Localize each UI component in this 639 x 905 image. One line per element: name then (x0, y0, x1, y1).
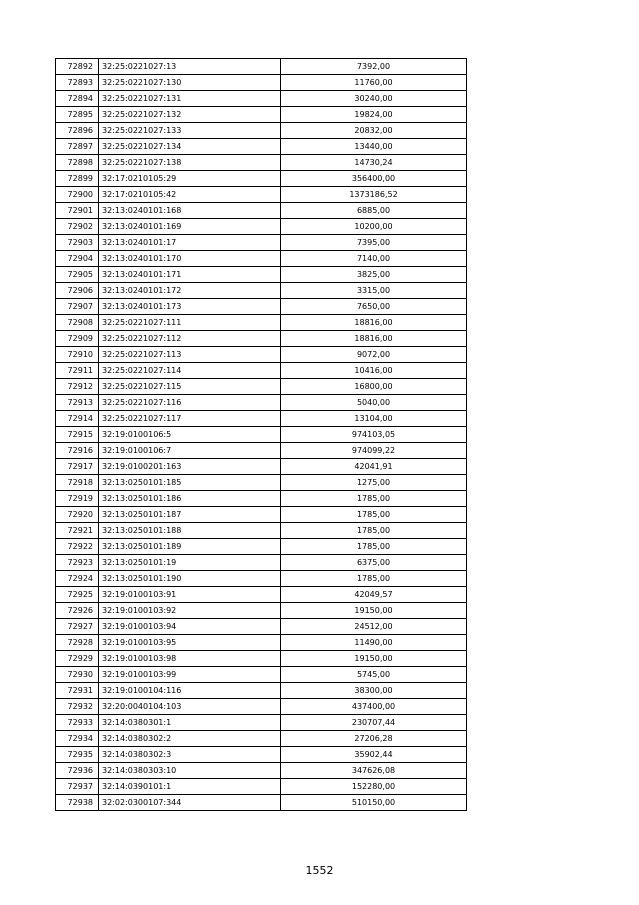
row-number-cell: 72925 (56, 587, 99, 603)
table-row (56, 763, 467, 779)
row-number-cell: 72936 (56, 763, 99, 779)
value-cell: 5745,00 (281, 667, 467, 683)
row-number-cell: 72916 (56, 443, 99, 459)
value-cell: 16800,00 (281, 379, 467, 395)
value-cell: 6885,00 (281, 203, 467, 219)
cadastral-number-cell: 32:13:0250101:189 (99, 539, 281, 555)
table-row (56, 427, 467, 443)
row-number-cell: 72914 (56, 411, 99, 427)
cadastral-number-cell: 32:19:0100103:94 (99, 619, 281, 635)
table-row (56, 619, 467, 635)
table-row (56, 507, 467, 523)
cadastral-number-cell: 32:13:0240101:172 (99, 283, 281, 299)
row-number-cell: 72895 (56, 107, 99, 123)
table-row (56, 603, 467, 619)
row-number-cell: 72915 (56, 427, 99, 443)
row-number-cell: 72899 (56, 171, 99, 187)
table-row (56, 187, 467, 203)
row-number-cell: 72913 (56, 395, 99, 411)
cadastral-number-cell: 32:25:0221027:116 (99, 395, 281, 411)
table-row (56, 315, 467, 331)
value-cell: 974099,22 (281, 443, 467, 459)
value-cell: 42049,57 (281, 587, 467, 603)
value-cell: 510150,00 (281, 795, 467, 811)
table-row (56, 651, 467, 667)
row-number-cell: 72898 (56, 155, 99, 171)
table-row (56, 779, 467, 795)
table-row (56, 587, 467, 603)
row-number-cell: 72892 (56, 59, 99, 75)
value-cell: 1275,00 (281, 475, 467, 491)
row-number-cell: 72932 (56, 699, 99, 715)
value-cell: 18816,00 (281, 331, 467, 347)
value-cell: 437400,00 (281, 699, 467, 715)
row-number-cell: 72900 (56, 187, 99, 203)
row-number-cell: 72930 (56, 667, 99, 683)
table-row (56, 539, 467, 555)
cadastral-number-cell: 32:13:0240101:171 (99, 267, 281, 283)
value-cell: 230707,44 (281, 715, 467, 731)
cadastral-number-cell: 32:14:0380302:3 (99, 747, 281, 763)
row-number-cell: 72911 (56, 363, 99, 379)
table-row (56, 667, 467, 683)
row-number-cell: 72918 (56, 475, 99, 491)
table-row (56, 75, 467, 91)
cadastral-number-cell: 32:25:0221027:117 (99, 411, 281, 427)
cadastral-number-cell: 32:19:0100104:116 (99, 683, 281, 699)
value-cell: 1785,00 (281, 539, 467, 555)
value-cell: 30240,00 (281, 91, 467, 107)
value-cell: 14730,24 (281, 155, 467, 171)
cadastral-number-cell: 32:19:0100106:7 (99, 443, 281, 459)
value-cell: 1785,00 (281, 571, 467, 587)
table-row (56, 635, 467, 651)
value-cell: 11760,00 (281, 75, 467, 91)
value-cell: 7650,00 (281, 299, 467, 315)
table-row (56, 155, 467, 171)
page-number: 1552 (305, 864, 334, 877)
value-cell: 3315,00 (281, 283, 467, 299)
table-row (56, 59, 467, 75)
cadastral-number-cell: 32:02:0300107:344 (99, 795, 281, 811)
value-cell: 1373186,52 (281, 187, 467, 203)
table-row (56, 555, 467, 571)
cadastral-number-cell: 32:19:0100201:163 (99, 459, 281, 475)
value-cell: 27206,28 (281, 731, 467, 747)
value-cell: 19150,00 (281, 603, 467, 619)
cadastral-number-cell: 32:25:0221027:113 (99, 347, 281, 363)
value-cell: 1785,00 (281, 507, 467, 523)
cadastral-number-cell: 32:25:0221027:112 (99, 331, 281, 347)
table-row (56, 699, 467, 715)
row-number-cell: 72926 (56, 603, 99, 619)
cadastral-number-cell: 32:25:0221027:111 (99, 315, 281, 331)
table-row (56, 443, 467, 459)
table-row (56, 523, 467, 539)
value-cell: 7392,00 (281, 59, 467, 75)
cadastral-number-cell: 32:19:0100106:5 (99, 427, 281, 443)
table-row (56, 139, 467, 155)
cadastral-number-cell: 32:19:0100103:98 (99, 651, 281, 667)
cadastral-number-cell: 32:13:0250101:185 (99, 475, 281, 491)
value-cell: 10200,00 (281, 219, 467, 235)
value-cell: 7395,00 (281, 235, 467, 251)
cadastral-number-cell: 32:14:0380301:1 (99, 715, 281, 731)
value-cell: 1785,00 (281, 491, 467, 507)
value-cell: 42041,91 (281, 459, 467, 475)
row-number-cell: 72912 (56, 379, 99, 395)
value-cell: 9072,00 (281, 347, 467, 363)
value-cell: 347626,08 (281, 763, 467, 779)
cadastral-number-cell: 32:25:0221027:131 (99, 91, 281, 107)
table-row (56, 251, 467, 267)
table-row (56, 283, 467, 299)
value-cell: 5040,00 (281, 395, 467, 411)
cadastral-number-cell: 32:25:0221027:115 (99, 379, 281, 395)
cadastral-number-cell: 32:25:0221027:114 (99, 363, 281, 379)
value-cell: 13104,00 (281, 411, 467, 427)
table-row (56, 91, 467, 107)
row-number-cell: 72909 (56, 331, 99, 347)
cadastral-number-cell: 32:25:0221027:130 (99, 75, 281, 91)
cadastral-number-cell: 32:14:0390101:1 (99, 779, 281, 795)
cadastral-number-cell: 32:19:0100103:92 (99, 603, 281, 619)
cadastral-number-cell: 32:19:0100103:95 (99, 635, 281, 651)
row-number-cell: 72903 (56, 235, 99, 251)
cadastral-number-cell: 32:25:0221027:133 (99, 123, 281, 139)
row-number-cell: 72934 (56, 731, 99, 747)
row-number-cell: 72905 (56, 267, 99, 283)
table-row (56, 347, 467, 363)
row-number-cell: 72937 (56, 779, 99, 795)
value-cell: 13440,00 (281, 139, 467, 155)
row-number-cell: 72897 (56, 139, 99, 155)
cadastral-number-cell: 32:25:0221027:138 (99, 155, 281, 171)
value-cell: 24512,00 (281, 619, 467, 635)
row-number-cell: 72922 (56, 539, 99, 555)
table-row (56, 747, 467, 763)
cadastral-number-cell: 32:25:0221027:13 (99, 59, 281, 75)
value-cell: 1785,00 (281, 523, 467, 539)
table-row (56, 411, 467, 427)
table-row (56, 795, 467, 811)
table-row (56, 107, 467, 123)
cadastral-number-cell: 32:19:0100103:91 (99, 587, 281, 603)
row-number-cell: 72902 (56, 219, 99, 235)
value-cell: 11490,00 (281, 635, 467, 651)
row-number-cell: 72893 (56, 75, 99, 91)
value-cell: 10416,00 (281, 363, 467, 379)
row-number-cell: 72924 (56, 571, 99, 587)
table-row (56, 331, 467, 347)
value-cell: 19150,00 (281, 651, 467, 667)
cadastral-number-cell: 32:14:0380303:10 (99, 763, 281, 779)
row-number-cell: 72929 (56, 651, 99, 667)
row-number-cell: 72896 (56, 123, 99, 139)
cadastral-number-cell: 32:13:0240101:169 (99, 219, 281, 235)
cadastral-number-cell: 32:17:0210105:29 (99, 171, 281, 187)
cadastral-number-cell: 32:13:0250101:186 (99, 491, 281, 507)
cadastral-number-cell: 32:25:0221027:132 (99, 107, 281, 123)
value-cell: 38300,00 (281, 683, 467, 699)
cadastral-number-cell: 32:20:0040104:103 (99, 699, 281, 715)
table-row (56, 395, 467, 411)
row-number-cell: 72917 (56, 459, 99, 475)
row-number-cell: 72908 (56, 315, 99, 331)
row-number-cell: 72906 (56, 283, 99, 299)
cadastral-number-cell: 32:19:0100103:99 (99, 667, 281, 683)
table-row (56, 363, 467, 379)
row-number-cell: 72921 (56, 523, 99, 539)
row-number-cell: 72931 (56, 683, 99, 699)
data-table (55, 58, 467, 811)
table-row (56, 571, 467, 587)
row-number-cell: 72933 (56, 715, 99, 731)
table-row (56, 219, 467, 235)
table-row (56, 491, 467, 507)
cadastral-number-cell: 32:25:0221027:134 (99, 139, 281, 155)
row-number-cell: 72907 (56, 299, 99, 315)
row-number-cell: 72927 (56, 619, 99, 635)
row-number-cell: 72938 (56, 795, 99, 811)
value-cell: 3825,00 (281, 267, 467, 283)
cadastral-number-cell: 32:13:0240101:168 (99, 203, 281, 219)
table-row (56, 731, 467, 747)
row-number-cell: 72901 (56, 203, 99, 219)
table-row (56, 459, 467, 475)
cadastral-number-cell: 32:13:0250101:19 (99, 555, 281, 571)
cadastral-number-cell: 32:13:0250101:188 (99, 523, 281, 539)
row-number-cell: 72894 (56, 91, 99, 107)
value-cell: 35902,44 (281, 747, 467, 763)
table-row (56, 715, 467, 731)
table-row (56, 123, 467, 139)
table-row (56, 203, 467, 219)
row-number-cell: 72928 (56, 635, 99, 651)
row-number-cell: 72935 (56, 747, 99, 763)
value-cell: 356400,00 (281, 171, 467, 187)
table-row (56, 379, 467, 395)
value-cell: 6375,00 (281, 555, 467, 571)
cadastral-number-cell: 32:17:0210105:42 (99, 187, 281, 203)
row-number-cell: 72920 (56, 507, 99, 523)
value-cell: 20832,00 (281, 123, 467, 139)
value-cell: 18816,00 (281, 315, 467, 331)
value-cell: 19824,00 (281, 107, 467, 123)
row-number-cell: 72904 (56, 251, 99, 267)
table-row (56, 299, 467, 315)
cadastral-number-cell: 32:13:0250101:187 (99, 507, 281, 523)
table-row (56, 475, 467, 491)
table-row (56, 235, 467, 251)
value-cell: 974103,05 (281, 427, 467, 443)
cadastral-number-cell: 32:13:0250101:190 (99, 571, 281, 587)
table-row (56, 683, 467, 699)
cadastral-number-cell: 32:13:0240101:170 (99, 251, 281, 267)
cadastral-number-cell: 32:13:0240101:17 (99, 235, 281, 251)
row-number-cell: 72910 (56, 347, 99, 363)
cadastral-number-cell: 32:14:0380302:2 (99, 731, 281, 747)
value-cell: 152280,00 (281, 779, 467, 795)
table-row (56, 171, 467, 187)
table-row (56, 267, 467, 283)
row-number-cell: 72919 (56, 491, 99, 507)
value-cell: 7140,00 (281, 251, 467, 267)
row-number-cell: 72923 (56, 555, 99, 571)
table-body (56, 59, 467, 811)
cadastral-number-cell: 32:13:0240101:173 (99, 299, 281, 315)
